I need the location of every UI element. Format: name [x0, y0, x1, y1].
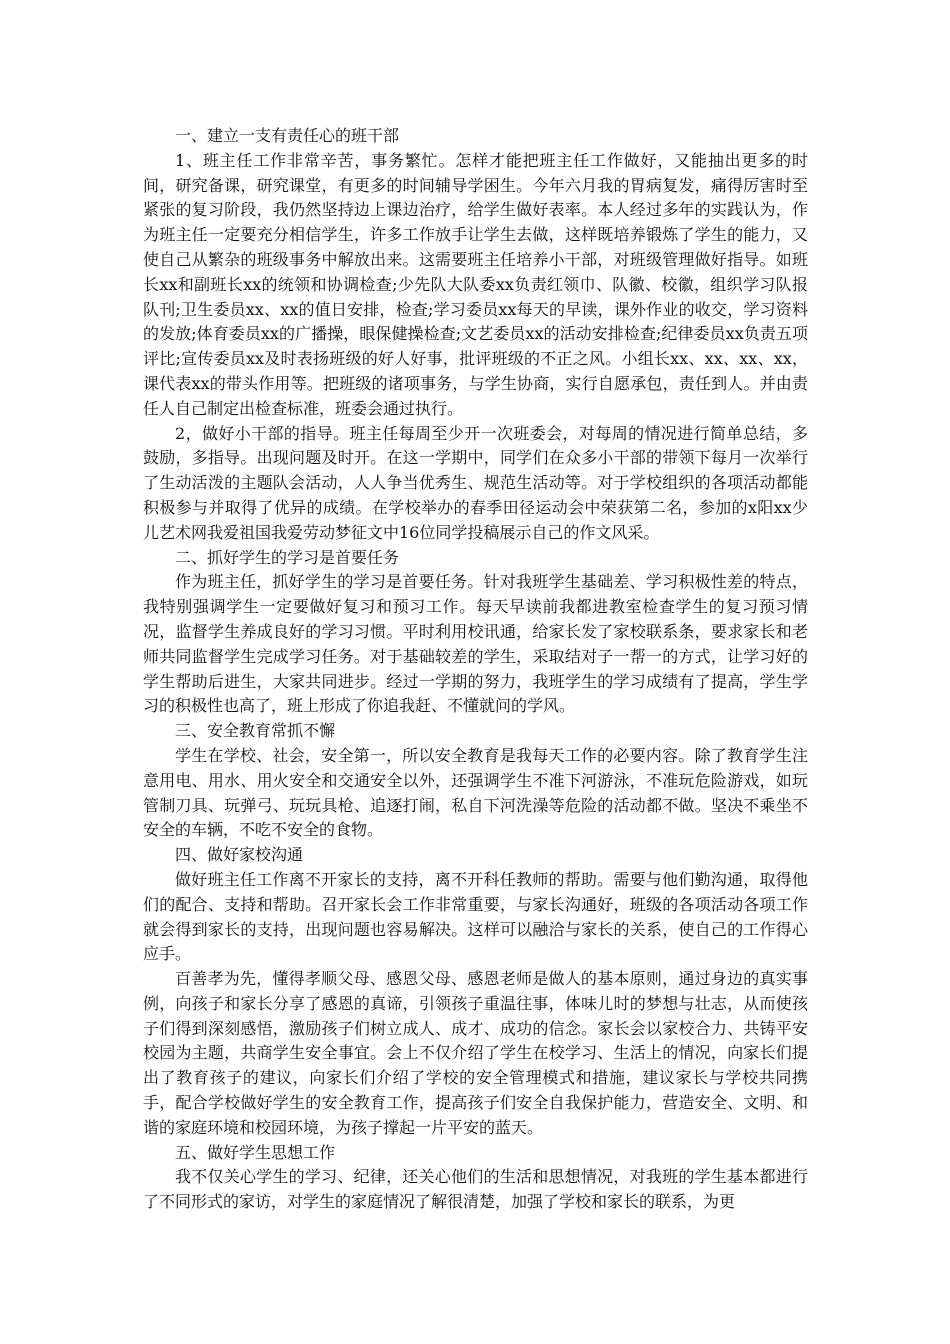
section-heading-4: 四、做好家校沟通: [175, 845, 304, 865]
section-heading-5: 五、做好学生思想工作: [175, 1142, 336, 1162]
paragraph: 2，做好小干部的指导。班主任每周至少开一次班委会，对每周的情况进行简单总结，多鼓励，多指导。出现问题及时开。在这一学期中，同学们在众多小干部的带领下每月一次举行了生动活泼的主题队会活动，人人争当优秀生、规范生活动等。对于学校组织的各项活动都能积极参与并取得了优异的成绩。在学校举办的春季田径运动会中荣获第二名，参加的x阳xx少儿艺术网我爱祖国我爱劳动梦征文中16位同学投稿展示自己的作文风采。: [143, 423, 808, 542]
paragraph: 作为班主任，抓好学生的学习是首要任务。针对我班学生基础差、学习积极性差的特点，我特别强调学生一定要做好复习和预习工作。每天早读前我都进教室检查学生的复习预习情况，监督学生养成良好的学习习惯。平时利用校讯通，给家长发了家校联系条，要求家长和老师共同监督学生完成学习任务。对于基础较差的学生，采取结对子一帮一的方式，让学习好的学生帮助后进生，大家共同进步。经过一学期的努力，我班学生的学习成绩有了提高，学生学习的积极性也高了，班上形成了你追我赶、不懂就问的学风。: [143, 572, 808, 716]
section-heading-3: 三、安全教育常抓不懈: [175, 721, 336, 741]
paragraph: 学生在学校、社会，安全第一，所以安全教育是我每天工作的必要内容。除了教育学生注意用电、用水、用火安全和交通安全以外，还强调学生不准下河游泳，不准玩危险游戏，如玩管制刀具、玩弹弓、玩玩具枪、追逐打闹，私自下河洗澡等危险的活动都不做。坚决不乘坐不安全的车辆，不吃不安全的食物。: [143, 745, 808, 840]
paragraph: 做好班主任工作离不开家长的支持，离不开科任教师的帮助。需要与他们勤沟通，取得他们的配合、支持和帮助。召开家长会工作非常重要，与家长沟通好，班级的各项活动各项工作就会得到家长的支持，出现问题也容易解决。这样可以融洽与家长的关系，使自己的工作得心应手。: [143, 869, 808, 964]
paragraph: 我不仅关心学生的学习、纪律，还关心他们的生活和思想情况，对我班的学生基本都进行了不同形式的家访，对学生的家庭情况了解很清楚，加强了学校和家长的联系，为更: [143, 1167, 808, 1212]
section-heading-2: 二、抓好学生的学习是首要任务: [175, 547, 400, 567]
paragraph: 1、班主任工作非常辛苦，事务繁忙。怎样才能把班主任工作做好，又能抽出更多的时间，研究备课，研究课堂，有更多的时间辅导学困生。今年六月我的胃病复发，痛得厉害时至紧张的复习阶段，我仍然坚持边上课边治疗，给学生做好表率。本人经过多年的实践认为，作为班主任一定要充分相信学生，许多工作放手让学生去做，这样既培养锻炼了学生的能力，又使自己从繁杂的班级事务中解放出来。这需要班主任培养小干部，对班级管理做好指导。如班长xx和副班长xx的统领和协调检查;少先队大队委xx负责红领巾、队徽、校徽，组织学习队报队刊;卫生委员xx、xx的值日安排，检查;学习委员xx每天的早读，课外作业的收交，学习资料的发放;体育委员xx的广播操，眼保健操检查;文艺委员xx的活动安排检查;纪律委员xx负责五项评比;宣传委员xx及时表扬班级的好人好事，批评班级的不正之风。小组长xx、xx、xx、xx，课代表xx的带头作用等。把班级的诸项事务，与学生协商，实行自愿承包，责任到人。并由责任人自己制定出检查标准，班委会通过执行。: [143, 150, 808, 418]
paragraph: 百善孝为先，懂得孝顺父母、感恩父母、感恩老师是做人的基本原则，通过身边的真实事例，向孩子和家长分享了感恩的真谛，引领孩子重温往事，体味儿时的梦想与壮志，从而使孩子们得到深刻感悟，激励孩子们树立成人、成才、成功的信念。家长会以家校合力、共铸平安校园为主题，共商学生安全事宜。会上不仅介绍了学生在校学习、生活上的情况，向家长们提出了教育孩子的建议，向家长们介绍了学校的安全管理模式和措施，建议家长与学校共同携手，配合学校做好学生的安全教育工作，提高孩子们安全自我保护能力，营造安全、文明、和谐的家庭环境和校园环境，为孩子撑起一片平安的蓝天。: [143, 969, 808, 1137]
section-heading-1: 一、建立一支有责任心的班干部: [175, 126, 400, 145]
document-page: [143, 124, 808, 1215]
